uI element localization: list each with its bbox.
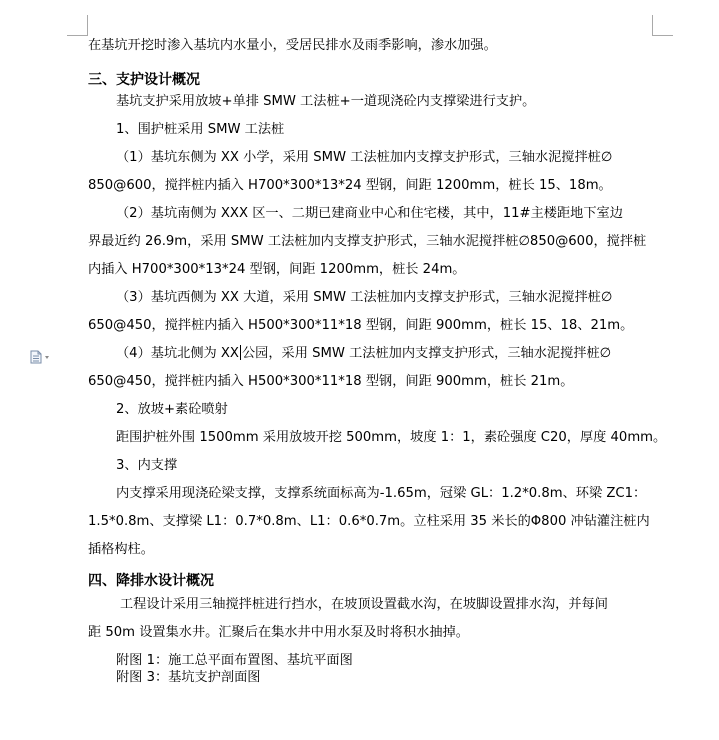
- appendix-line: 附图 3：基坑支护剖面图: [116, 670, 261, 685]
- top-left-crop-mark-h: [67, 35, 88, 36]
- paragraph-line: （1）基坑东侧为 XX 小学，采用 SMW 工法桩加内支撑支护形式，三轴水泥搅拌桩∅: [116, 150, 613, 165]
- paragraph-line: 插格构柱。: [88, 542, 154, 557]
- paragraph-line: 界最近约 26.9m，采用 SMW 工法桩加内支撑支护形式，三轴水泥搅拌桩∅850@600，搅拌桩: [88, 234, 647, 249]
- paragraph-line: 内插入 H700*300*13*24 型钢，间距 1200mm，桩长 24m。: [88, 262, 466, 277]
- paragraph-segment: （4）基坑北侧为 XX: [116, 346, 239, 361]
- paragraph-line-with-cursor[interactable]: [116, 345, 611, 363]
- top-right-crop-mark-h: [652, 35, 673, 36]
- paragraph-line: 工程设计采用三轴搅拌桩进行挡水，在坡顶设置截水沟，在坡脚设置排水沟，并每间: [120, 597, 608, 612]
- section-heading-4: 四、降排水设计概况: [88, 573, 214, 589]
- text-cursor: [240, 345, 241, 360]
- paragraph-line: 850@600，搅拌桩内插入 H700*300*13*24 型钢，间距 1200mm，桩长 15、18m。: [88, 178, 612, 193]
- paragraph-segment: 公园，采用 SMW 工法桩加内支撑支护形式，三轴水泥搅拌桩∅: [241, 346, 612, 361]
- paragraph-line: 1.5*0.8m、支撑梁 L1：0.7*0.8m、L1：0.6*0.7m。立柱采用 35 米长的Φ800 冲钻灌注桩内: [88, 514, 650, 529]
- subheading-line: 3、内支撑: [116, 458, 178, 473]
- paragraph-line: 基坑支护采用放坡+单排 SMW 工法桩+一道现浇砼内支撑梁进行支护。: [116, 94, 536, 109]
- subheading-line: 2、放坡+素砼喷射: [116, 402, 228, 417]
- top-left-crop-mark: [87, 15, 88, 35]
- paragraph-line: 650@450，搅拌桩内插入 H500*300*11*18 型钢，间距 900mm，桩长 15、18、21m。: [88, 318, 634, 333]
- paragraph-line: 内支撑采用现浇砼梁支撑，支撑系统面标高为-1.65m，冠梁 GL：1.2*0.8m、环梁 ZC1：: [116, 486, 647, 501]
- subheading-line: 1、围护桩采用 SMW 工法桩: [116, 122, 285, 137]
- paragraph-line: （3）基坑西侧为 XX 大道，采用 SMW 工法桩加内支撑支护形式，三轴水泥搅拌桩∅: [116, 290, 613, 305]
- section-heading-3: 三、支护设计概况: [88, 72, 200, 88]
- document-style-icon[interactable]: [29, 349, 51, 363]
- paragraph-line: 距围护桩外围 1500mm 采用放坡开挖 500mm，坡度 1：1，素砼强度 C20，厚度 40mm。: [116, 430, 667, 445]
- paragraph-line: 在基坑开挖时渗入基坑内水量小，受居民排水及雨季影响，渗水加强。: [88, 38, 497, 53]
- appendix-line: 附图 1：施工总平面布置图、基坑平面图: [116, 653, 353, 668]
- top-right-crop-mark: [652, 15, 653, 35]
- paragraph-line: 650@450，搅拌桩内插入 H500*300*11*18 型钢，间距 900mm，桩长 21m。: [88, 374, 574, 389]
- paragraph-line: 距 50m 设置集水井。汇聚后在集水井中用水泵及时将积水抽掉。: [88, 625, 469, 640]
- paragraph-line: （2）基坑南侧为 XXX 区一、二期已建商业中心和住宅楼，其中，11#主楼距地下室边: [116, 206, 623, 221]
